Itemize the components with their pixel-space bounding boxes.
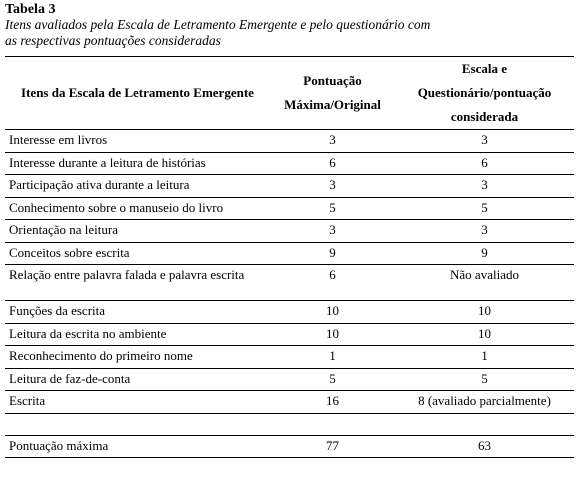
table-row: [5, 301, 574, 324]
table-row: [5, 323, 574, 346]
considered-score-cell: 3: [395, 130, 574, 153]
original-score-cell: 3: [270, 175, 395, 198]
considered-score-cell: 8 (avaliado parcialmente): [395, 391, 574, 414]
item-cell: Interesse durante a leitura de histórias: [5, 152, 270, 175]
spacer-cell: [5, 413, 270, 435]
item-cell: Orientação na leitura: [5, 220, 270, 243]
total-considered-cell: 63: [395, 435, 574, 458]
item-cell: Escrita: [5, 391, 270, 414]
spacer-cell: [395, 413, 574, 435]
scores-table: [5, 56, 574, 458]
original-score-cell: 3: [270, 130, 395, 153]
original-score-cell: 5: [270, 368, 395, 391]
table-row: [5, 197, 574, 220]
table-label: Tabela 3: [5, 2, 56, 17]
original-score-cell: 16: [270, 391, 395, 414]
considered-score-cell: 3: [395, 175, 574, 198]
considered-score-cell: Não avaliado: [395, 265, 574, 301]
original-score-cell: 9: [270, 242, 395, 265]
table-row: [5, 152, 574, 175]
table-header-row: [5, 57, 574, 130]
header-considered-score: Escala e Questionário/pontuação considerada: [395, 57, 574, 130]
original-score-cell: 6: [270, 152, 395, 175]
table-row: [5, 242, 574, 265]
original-score-cell: 10: [270, 323, 395, 346]
considered-score-cell: 9: [395, 242, 574, 265]
table-row: [5, 220, 574, 243]
original-score-cell: 5: [270, 197, 395, 220]
item-cell: Reconhecimento do primeiro nome: [5, 346, 270, 369]
original-score-cell: 10: [270, 301, 395, 324]
considered-score-cell: 10: [395, 301, 574, 324]
table-caption-line-1: Itens avaliados pela Escala de Letramento Emergente e pelo questionário com: [5, 17, 431, 32]
considered-score-cell: 5: [395, 368, 574, 391]
considered-score-cell: 5: [395, 197, 574, 220]
total-row: [5, 435, 574, 458]
total-original-cell: 77: [270, 435, 395, 458]
item-cell: Leitura da escrita no ambiente: [5, 323, 270, 346]
table-row: [5, 346, 574, 369]
table-row: [5, 368, 574, 391]
table-caption-line-2: as respectivas pontuações consideradas: [5, 33, 221, 48]
item-cell: Participação ativa durante a leitura: [5, 175, 270, 198]
table-title-block: [5, 2, 575, 49]
considered-score-cell: 10: [395, 323, 574, 346]
original-score-cell: 3: [270, 220, 395, 243]
header-items: Itens da Escala de Letramento Emergente: [5, 57, 270, 130]
item-cell: Leitura de faz-de-conta: [5, 368, 270, 391]
considered-score-cell: 6: [395, 152, 574, 175]
spacer-cell: [270, 413, 395, 435]
total-label-cell: Pontuação máxima: [5, 435, 270, 458]
item-cell: Conceitos sobre escrita: [5, 242, 270, 265]
spacer-row: [5, 413, 574, 435]
table-row: [5, 391, 574, 414]
table-row: [5, 265, 574, 301]
item-cell: Funções da escrita: [5, 301, 270, 324]
header-original-score: Pontuação Máxima/Original: [270, 57, 395, 130]
item-cell: Conhecimento sobre o manuseio do livro: [5, 197, 270, 220]
considered-score-cell: 3: [395, 220, 574, 243]
item-cell: Interesse em livros: [5, 130, 270, 153]
considered-score-cell: 1: [395, 346, 574, 369]
original-score-cell: 6: [270, 265, 395, 301]
original-score-cell: 1: [270, 346, 395, 369]
item-cell: Relação entre palavra falada e palavra escrita: [5, 265, 270, 301]
table-row: [5, 130, 574, 153]
table-row: [5, 175, 574, 198]
